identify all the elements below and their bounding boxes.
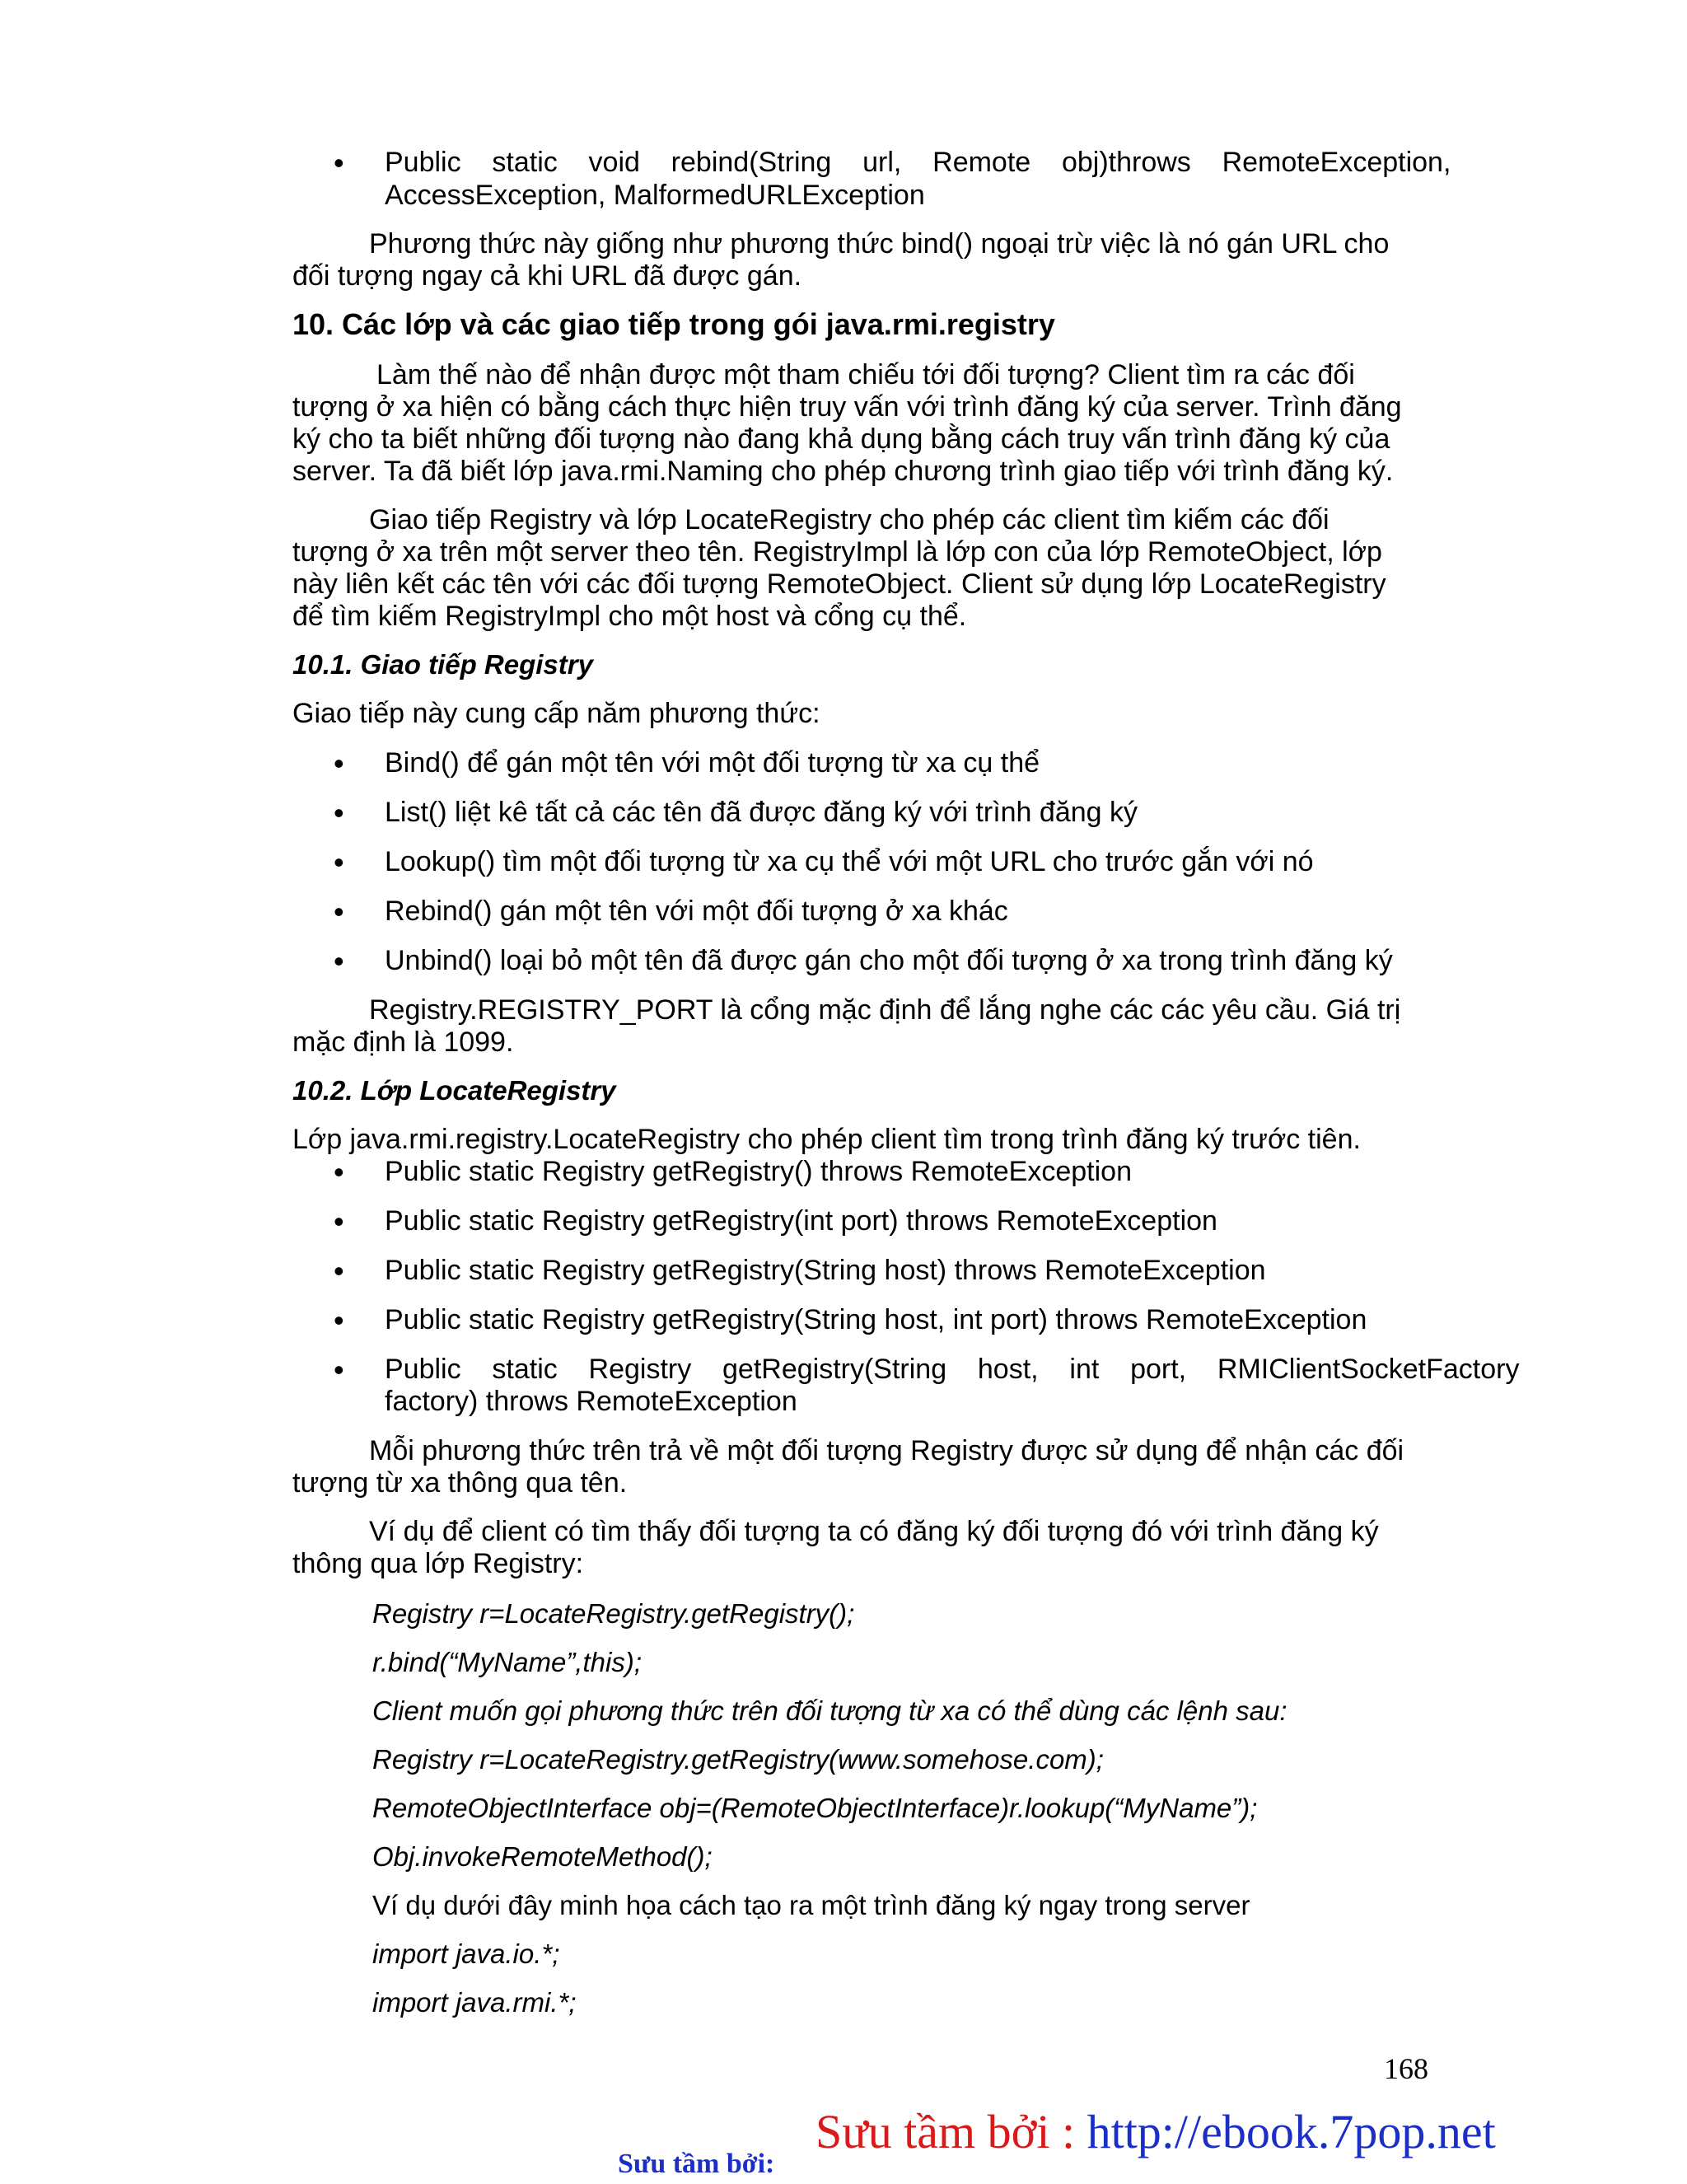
code-line: Client muốn gọi phương thức trên đối tượng từ xa có thể dùng các lệnh sau:	[372, 1695, 1287, 1726]
method-unbind: Unbind() loại bỏ một tên đã được gán cho một đối tượng ở xa trong trình đăng ký	[385, 945, 1393, 976]
section-10-2-heading: 10.2. Lớp LocateRegistry	[292, 1075, 616, 1106]
registry-port-line1: Registry.REGISTRY_PORT là cổng mặc định để lắng nghe các các yêu cầu. Giá trị	[369, 994, 1401, 1026]
getregistry-method: Public static Registry getRegistry() throws RemoteException	[385, 1156, 1132, 1187]
para2-line3: này liên kết các tên với các đối tượng RemoteObject. Client sử dụng lớp LocateRegistry	[292, 568, 1386, 600]
rebind-desc-line2: đối tượng ngay cả khi URL đã được gán.	[292, 260, 802, 292]
code-line: Obj.invokeRemoteMethod();	[372, 1841, 713, 1872]
code-line: RemoteObjectInterface obj=(RemoteObjectInterface)r.lookup(“MyName”);	[372, 1793, 1258, 1823]
getregistry-method: Public static Registry getRegistry(String host) throws RemoteException	[385, 1255, 1266, 1286]
getregistry-factory-line1: Public static Registry getRegistry(String host, int port, RMIClientSocketFactory	[385, 1354, 1520, 1385]
code-line: r.bind(“MyName”,this);	[372, 1647, 642, 1677]
para3-line1: Mỗi phương thức trên trả về một đối tượng Registry được sử dụng để nhận các đối	[369, 1435, 1404, 1466]
rebind-signature-line1: Public static void rebind(String url, Remote obj)throws RemoteException,	[385, 147, 1451, 178]
rebind-signature-line2: AccessException, MalformedURLException	[385, 180, 925, 211]
code-line: Registry r=LocateRegistry.getRegistry();	[372, 1598, 855, 1629]
para3-line2: tượng từ xa thông qua tên.	[292, 1467, 628, 1499]
bullet-marker: •	[334, 1353, 344, 1387]
import-line: import java.io.*;	[372, 1938, 560, 1969]
bullet-marker: •	[334, 895, 344, 928]
bullet-marker: •	[334, 796, 344, 830]
getregistry-factory-line2: factory) throws RemoteException	[385, 1386, 797, 1417]
example-intro: Ví dụ dưới đây minh họa cách tạo ra một trình đăng ký ngay trong server	[372, 1890, 1250, 1920]
watermark-banner	[815, 2104, 1496, 2159]
bullet-marker: •	[334, 746, 344, 780]
source-label: Sưu tầm bởi:	[618, 2149, 775, 2179]
para1-line4: server. Ta đã biết lớp java.rmi.Naming cho phép chương trình giao tiếp với trình đăng ký.	[292, 456, 1394, 487]
page-number: 168	[1384, 2052, 1428, 2085]
para2-line1: Giao tiếp Registry và lớp LocateRegistry cho phép các client tìm kiếm các đối	[369, 504, 1330, 535]
para1-line2: tượng ở xa hiện có bằng cách thực hiện truy vấn với trình đăng ký của server. Trình đăng	[292, 391, 1402, 423]
watermark-prefix: Sưu tầm bởi :	[815, 2105, 1087, 2158]
bullet-marker: •	[334, 146, 344, 180]
watermark-url[interactable]: http://ebook.7pop.net	[1087, 2105, 1496, 2158]
bullet-marker: •	[334, 1254, 344, 1288]
method-bind: Bind() để gán một tên với một đối tượng từ xa cụ thể	[385, 747, 1040, 779]
method-list: List() liệt kê tất cả các tên đã được đăng ký với trình đăng ký	[385, 797, 1138, 828]
getregistry-method: Public static Registry getRegistry(int port) throws RemoteException	[385, 1205, 1217, 1237]
para1-line3: ký cho ta biết những đối tượng nào đang khả dụng bằng cách truy vấn trình đăng ký của	[292, 423, 1390, 455]
para1-line1: Làm thế nào để nhận được một tham chiếu tới đối tượng? Client tìm ra các đối	[376, 359, 1355, 391]
section-10-1-heading: 10.1. Giao tiếp Registry	[292, 649, 593, 680]
para4-line1: Ví dụ để client có tìm thấy đối tượng ta có đăng ký đối tượng đó với trình đăng ký	[369, 1516, 1379, 1547]
para4-line2: thông qua lớp Registry:	[292, 1548, 584, 1579]
bullet-marker: •	[334, 1303, 344, 1337]
rebind-desc-line1: Phương thức này giống như phương thức bind() ngoại trừ việc là nó gán URL cho	[369, 228, 1390, 260]
intro-10-1: Giao tiếp này cung cấp năm phương thức:	[292, 698, 820, 729]
section-10-heading: 10. Các lớp và các giao tiếp trong gói java.rmi.registry	[292, 307, 1055, 341]
para2-line2: tượng ở xa trên một server theo tên. RegistryImpl là lớp con của lớp RemoteObject, lớp	[292, 536, 1382, 568]
bullet-marker: •	[334, 944, 344, 978]
getregistry-method: Public static Registry getRegistry(String host, int port) throws RemoteException	[385, 1304, 1367, 1335]
method-rebind: Rebind() gán một tên với một đối tượng ở xa khác	[385, 896, 1008, 927]
para2-line4: để tìm kiếm RegistryImpl cho một host và cổng cụ thể.	[292, 601, 967, 632]
intro-10-2: Lớp java.rmi.registry.LocateRegistry cho phép client tìm trong trình đăng ký trước tiên.	[292, 1124, 1361, 1155]
bullet-marker: •	[334, 845, 344, 879]
registry-port-line2: mặc định là 1099.	[292, 1027, 514, 1058]
bullet-marker: •	[334, 1155, 344, 1189]
code-line: Registry r=LocateRegistry.getRegistry(www.somehose.com);	[372, 1744, 1104, 1775]
method-lookup: Lookup() tìm một đối tượng từ xa cụ thể với một URL cho trước gắn với nó	[385, 846, 1314, 877]
import-line: import java.rmi.*;	[372, 1987, 577, 2018]
bullet-marker: •	[334, 1204, 344, 1238]
